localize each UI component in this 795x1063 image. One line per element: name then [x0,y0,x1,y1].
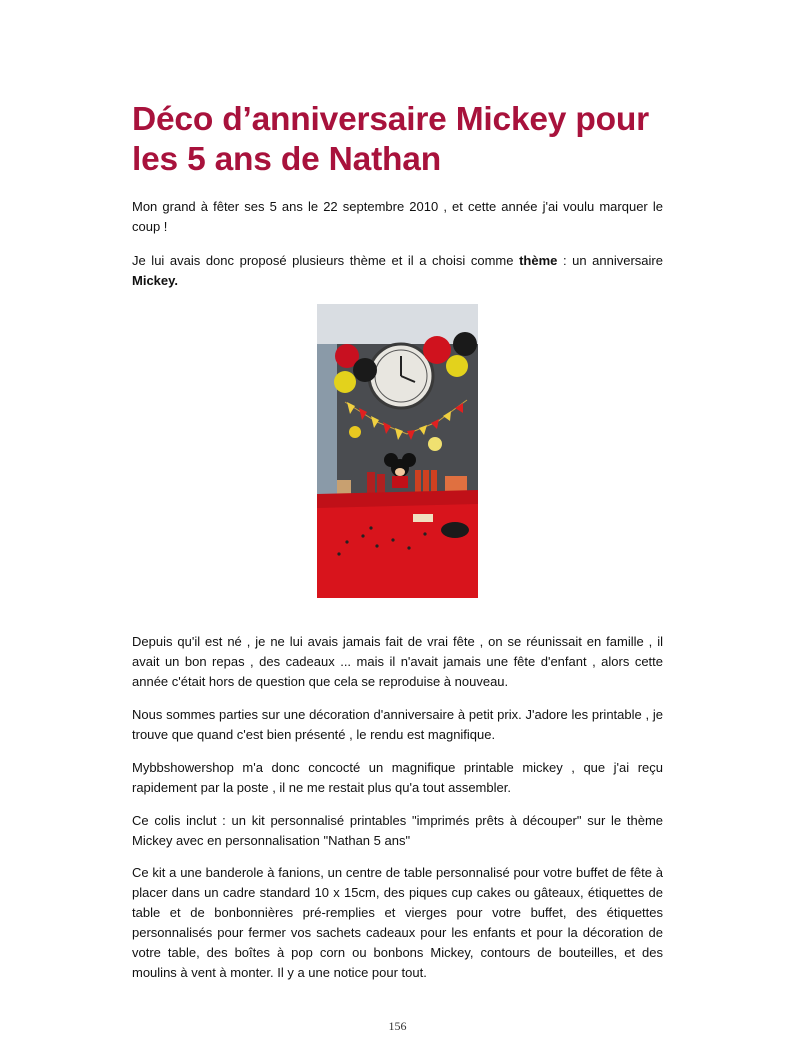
party-photo [317,304,478,598]
page-title: Déco d’anniversaire Mickey pour les 5 ans de Nathan [132,101,649,178]
paragraph-shop: Mybbshowershop m'a donc concocté un magnifique printable mickey , que j'ai reçu rapidement par la poste , il ne me restait plus qu'a tout assembler. [132,760,663,795]
paragraph-theme [132,251,663,291]
paragraph-intro: Mon grand à fêter ses 5 ans le 22 septembre 2010 , et cette année j'ai voulu marquer le coup ! [132,199,663,234]
paragraph-decoration: Nous sommes parties sur une décoration d'anniversaire à petit prix. J'adore les printable , je trouve que quand c'est bien présenté , le rendu est magnifique. [132,707,663,742]
page-number: 156 [388,1019,407,1033]
bold-theme: thème [519,253,558,268]
paragraph-story: Depuis qu'il est né , je ne lui avais jamais fait de vrai fête , on se réunissait en famille , il avait un bon repas , des cadeaux ... mais il n'avait jamais une fête d'enfant , alors cette année c'était hors de question que cela se reproduise à nouveau. [132,634,663,689]
paragraph-kit-contents: Ce colis inclut : un kit personnalisé printables "imprimés prêts à découper" sur le thème Mickey avec en personnalisation "Nathan 5 ans" [132,813,663,848]
paragraph-theme-text-1: Je lui avais donc proposé plusieurs thème et il a choisi comme [132,253,520,268]
paragraph-theme-text-2: : un anniversaire [557,253,663,268]
paragraph-kit-details: Ce kit a une banderole à fanions, un centre de table personnalisé pour votre buffet de fête à placer dans un cadre standard 10 x 15cm, des piques cup cakes ou gâteaux, étiquettes de table et de bonbonnières pré-remplies et vierges pour votre buffet, des étiquettes personnalisés pour fermer vos sachets cadeaux pour les enfants et pour la décoration de votre table, des boîtes à pop corn ou bonbons Mickey, contours de bouteilles, et des moulins à vent à monter. Il y a une notice pour tout. [132,865,663,980]
bold-mickey: Mickey. [132,273,179,288]
